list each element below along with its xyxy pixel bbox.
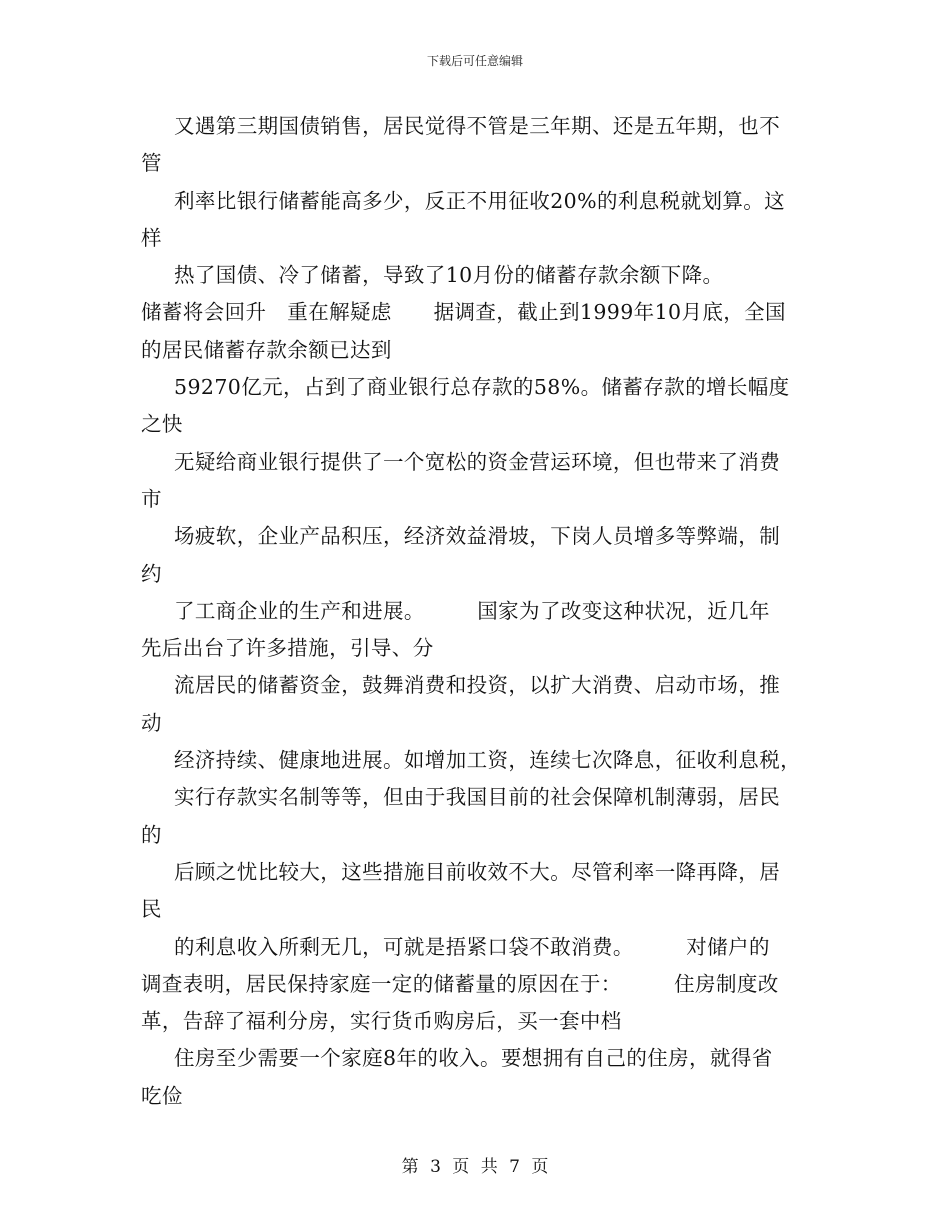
text-line: 59270亿元，占到了商业银行总存款的58%。储蓄存款的增长幅度: [174, 375, 790, 400]
text-line: 后顾之忧比较大，这些措施目前收效不大。尽管利率一降再降，居: [174, 859, 781, 884]
text-line: 利率比银行储蓄能高多少，反正不用征收20%的利息税就划算。这: [174, 188, 786, 213]
text-line: 样: [141, 225, 162, 250]
text-line: 民: [141, 897, 162, 922]
text-line: 吃俭: [141, 1083, 183, 1108]
text-line: 无疑给商业银行提供了一个宽松的资金营运环境，但也带来了消费: [174, 449, 781, 474]
text-line: 的居民储蓄存款余额已达到: [141, 337, 392, 362]
text-line: 又遇第三期国债销售，居民觉得不管是三年期、还是五年期，也不: [174, 114, 781, 138]
text-line: 实行存款实名制等等，但由于我国目前的社会保障机制薄弱，居民: [174, 785, 781, 810]
text-line: 之快: [141, 412, 183, 437]
text-line: 储蓄将会回升 重在解疑虑 据调查，截止到1999年10月底，全国: [141, 300, 786, 325]
text-line: 场疲软，企业产品积压，经济效益滑坡，下岗人员增多等弊端，制: [174, 524, 781, 549]
text-line: 约: [141, 561, 162, 586]
text-line: 管: [141, 151, 162, 176]
text-line: 动: [141, 710, 162, 735]
text-line: 革，告辞了福利分房，实行货币购房后，买一套中档: [141, 1009, 622, 1034]
text-line: 的利息收入所剩无几，可就是捂紧口袋不敢消费。 对储户的: [174, 934, 770, 959]
text-line: 流居民的储蓄资金，鼓舞消费和投资，以扩大消费、启动市场，推: [174, 673, 781, 698]
text-line: 热了国债、冷了储蓄，导致了10月份的储蓄存款余额下降。: [174, 263, 724, 288]
text-line: 调查表明，居民保持家庭一定的储蓄量的原因在于： 住房制度改: [141, 971, 779, 996]
text-line: 市: [141, 486, 162, 511]
text-line: 住房至少需要一个家庭8年的收入。要想拥有自己的住房，就得省: [174, 1046, 773, 1071]
page-header: 下载后可任意编辑: [426, 54, 523, 68]
text-line: 先后出台了许多措施，引导、分: [141, 636, 434, 661]
document-body: [141, 108, 831, 1115]
text-line: 的: [141, 822, 162, 847]
text-line: 经济持续、健康地进展。如增加工资，连续七次降息，征收利息税，: [174, 748, 801, 773]
page-number-footer: 第 3 页 共 7 页: [401, 1157, 549, 1177]
text-line: 了工商企业的生产和进展。 国家为了改变这种状况，近几年: [174, 598, 770, 623]
